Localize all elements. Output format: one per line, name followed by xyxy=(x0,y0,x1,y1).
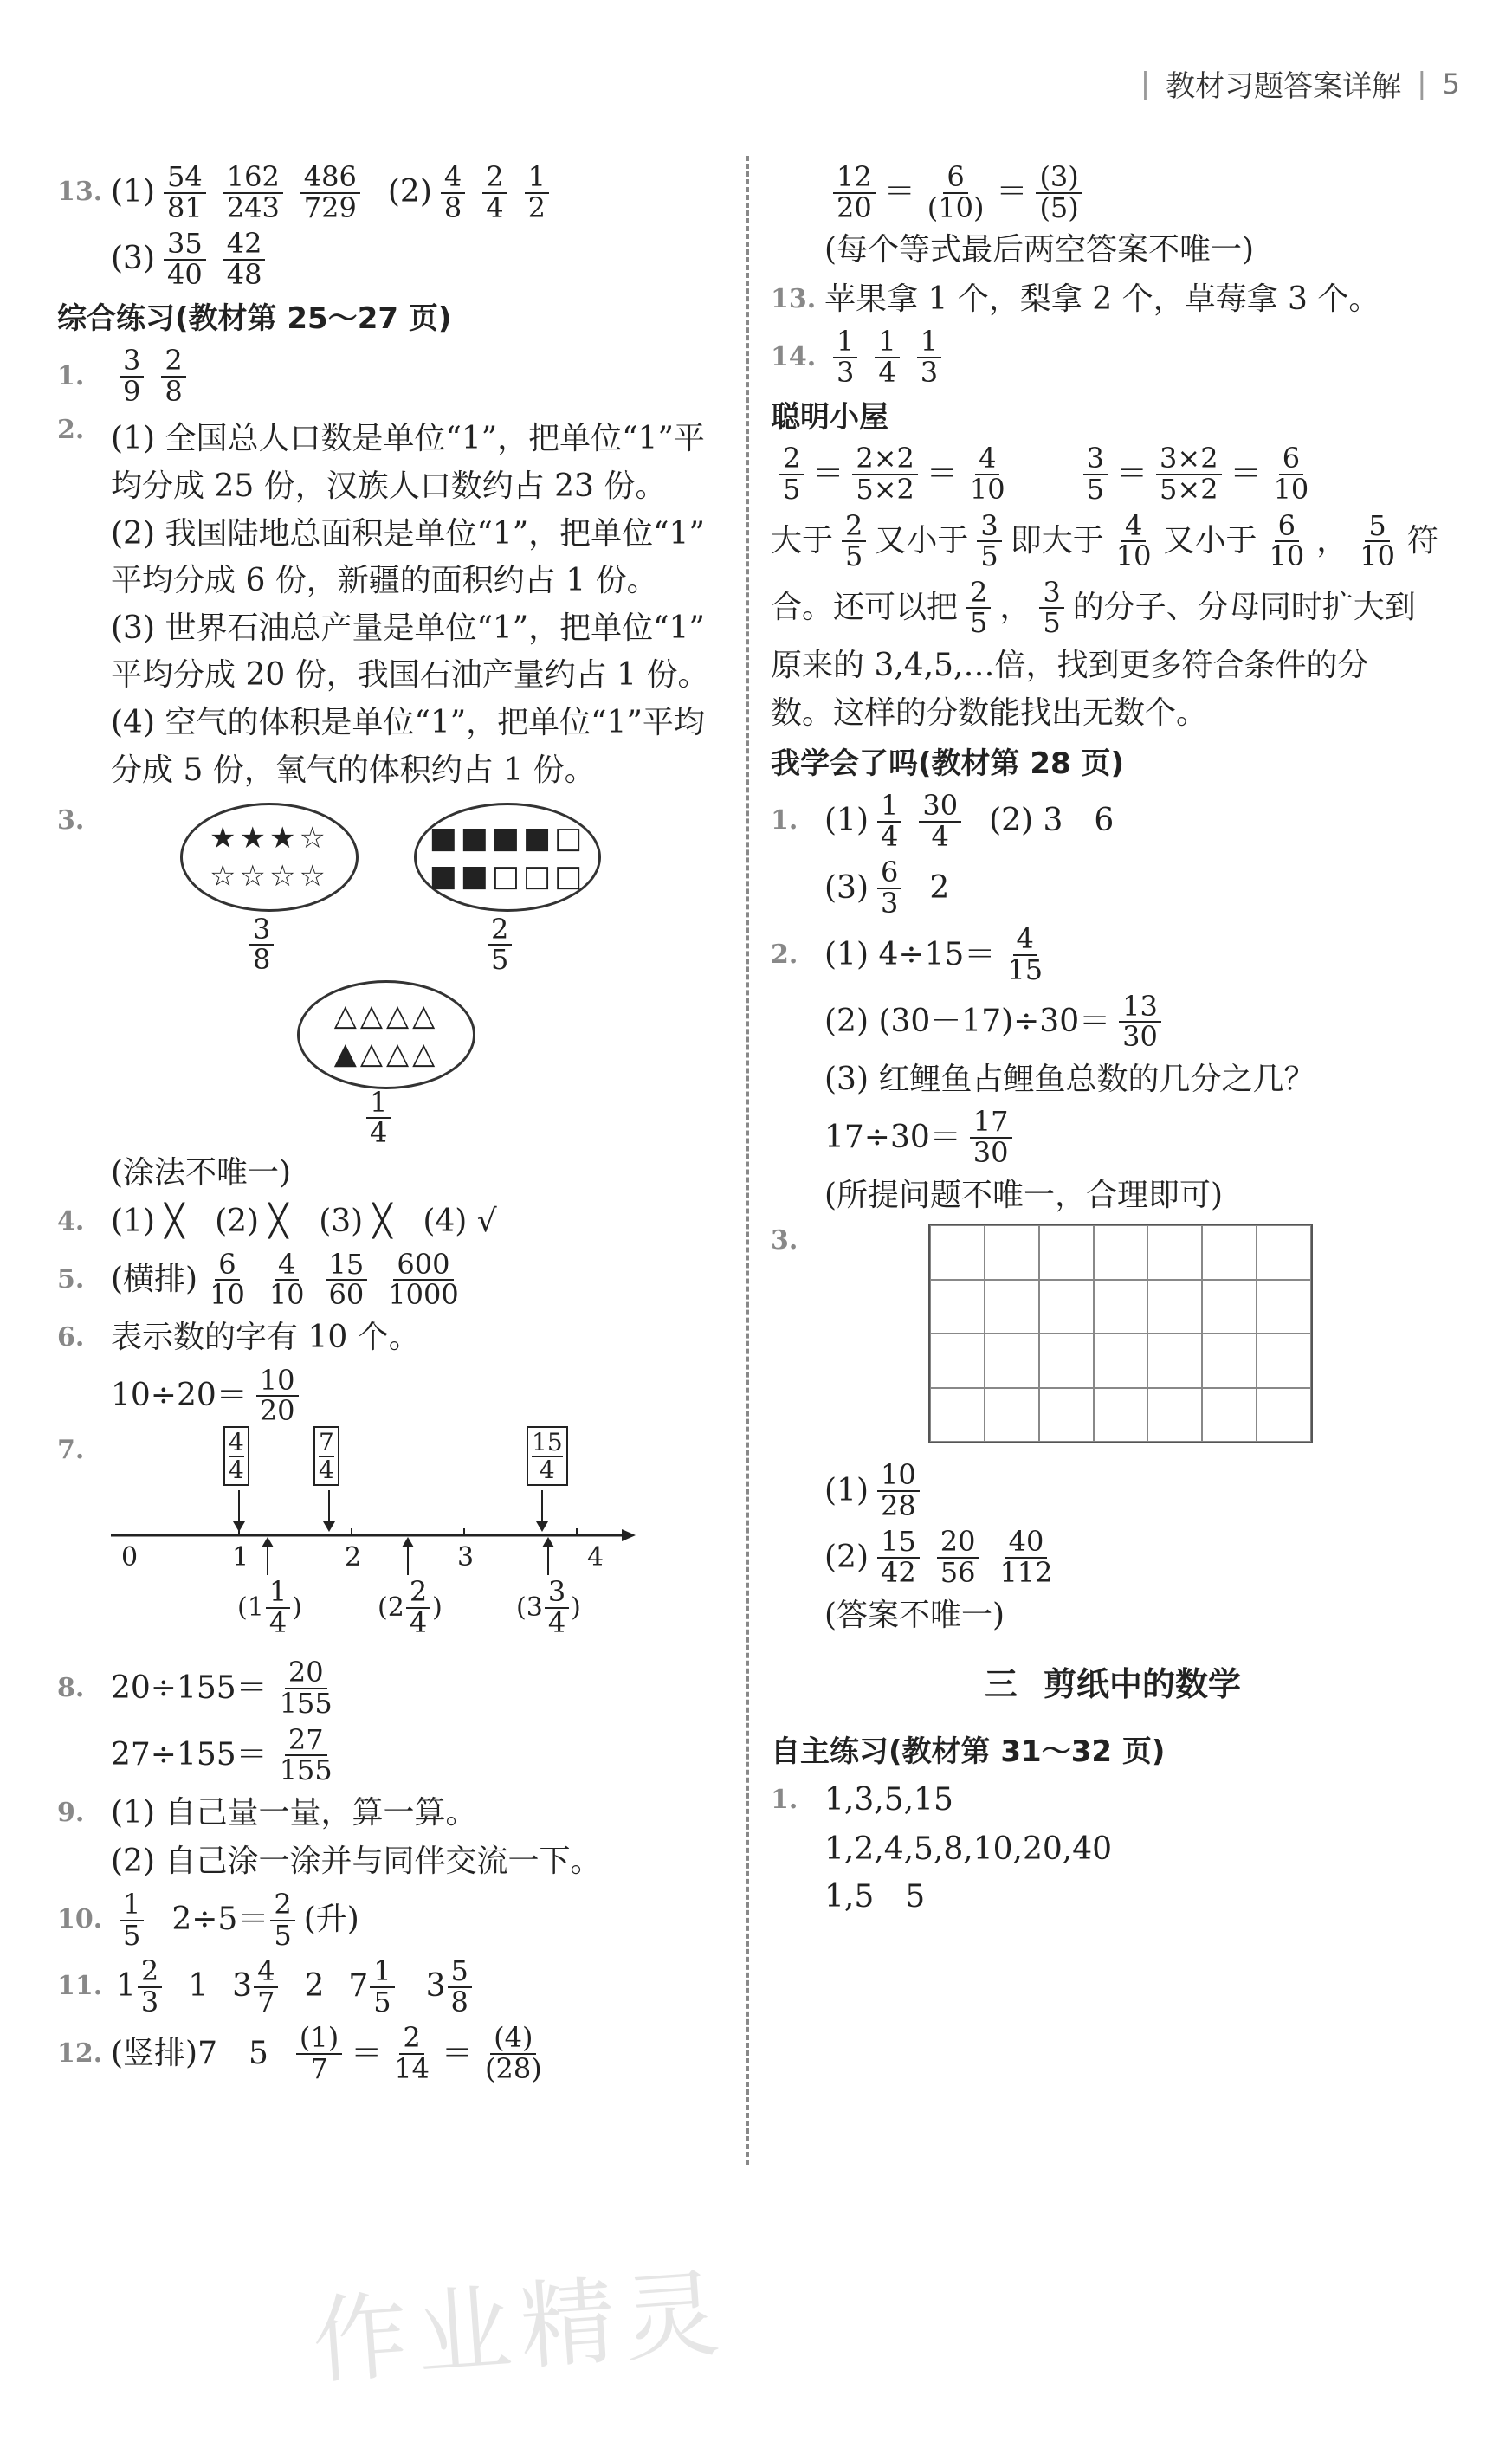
fraction: $\frac{486}{729}$ xyxy=(300,163,360,223)
fraction: $\frac{6}{(10)}$ xyxy=(927,160,985,224)
q3-ovals xyxy=(111,803,724,1150)
q-number: 2. xyxy=(771,939,798,970)
fraction: $\frac{4}{8}$ xyxy=(441,163,465,223)
r3-part2 xyxy=(771,1527,1455,1587)
fraction: $\frac{15}{42}$ xyxy=(877,1527,920,1587)
q-number: 1. xyxy=(771,805,798,836)
q4-answers: (1) ╳ (2) ╳ (3) ╳ (4) √ xyxy=(111,1204,497,1240)
q12-label: (竖排)7 5 xyxy=(111,2035,268,2071)
q9-left-2 xyxy=(57,1841,724,1883)
chapter-name: 剪纸中的数学 xyxy=(1044,1665,1242,1704)
cm-equations: $\frac{2}{5}$ ＝ $\frac{2\times 2}{5\times 2}$ ＝ $\frac{4}{10}$ $\frac{3}{5}$ ＝ $\frac{3\times 2}{5\times 2}$ ＝ $\frac{6}{10}$ xyxy=(771,444,1455,504)
r2-note: (所提问题不唯一，合理即可) xyxy=(824,1177,1224,1213)
q10-left xyxy=(57,1887,724,1952)
page-header xyxy=(1140,62,1460,105)
watermark: 作业精灵 xyxy=(308,2257,732,2398)
mixed-number: 7 $\frac{1}{5}$ xyxy=(348,1957,396,2017)
fraction: $\frac{35}{40}$ xyxy=(164,229,206,289)
fraction: $\frac{162}{243}$ xyxy=(223,163,283,223)
star-oval-caption: $\frac{3}{8}$ xyxy=(249,915,274,975)
z1 xyxy=(771,1779,1455,1822)
r2-eq3-text: 17÷30＝ xyxy=(824,1119,961,1155)
cm-line1 xyxy=(771,508,1455,573)
cm-text: 即大于 xyxy=(1010,522,1104,559)
left-column xyxy=(57,156,724,2090)
section-heading-zonghe: 综合练习(教材第 25～27 页) xyxy=(57,301,452,337)
q-number: 10. xyxy=(57,1904,103,1935)
fraction: $\frac{1}{3}$ xyxy=(917,327,941,387)
q8-eq2: 27÷155＝ xyxy=(111,1736,268,1773)
q13-left-part3 xyxy=(57,229,724,289)
fraction: $\frac{54}{81}$ xyxy=(164,163,206,223)
q-number: 8. xyxy=(57,1672,85,1703)
fraction: $\frac{600}{1000}$ xyxy=(388,1247,459,1312)
q-number: 7. xyxy=(57,1434,85,1465)
header-bar: | xyxy=(1140,66,1151,101)
q13-text: 苹果拿 1 个，梨拿 2 个，草莓拿 3 个。 xyxy=(824,281,1380,317)
cm-line2 xyxy=(771,575,1455,640)
chapter-index: 三 xyxy=(984,1665,1018,1704)
fraction: $\frac{(1)}{7}$ xyxy=(296,2024,342,2083)
mixed-number: 1 $\frac{2}{3}$ xyxy=(116,1957,164,2017)
part-answer: (2) 3 6 xyxy=(989,803,1115,839)
fraction: $\frac{6}{10}$ xyxy=(210,1247,245,1312)
r2-eq2: (2) (30－17)÷30＝ xyxy=(824,1003,1111,1039)
section-heading-congming: 聪明小屋 xyxy=(771,399,888,435)
top-equation: $\frac{12}{20}$ ＝ $\frac{6}{(10)}$ ＝ $\frac{(3)}{(5)}$ xyxy=(771,163,1455,223)
q1-left xyxy=(57,346,724,406)
square-oval: ■■■■□ ■■□□□ xyxy=(414,803,601,912)
square-grid xyxy=(928,1224,1313,1443)
whole-number: 1 xyxy=(188,1968,209,2005)
fraction: $\frac{2}{5}$ xyxy=(270,1890,294,1950)
whole-number: 2 xyxy=(304,1968,325,2005)
part-label: (2) xyxy=(387,174,432,210)
fraction: $\frac{2}{5}$ xyxy=(966,578,991,638)
header-title: 教材习题答案详解 xyxy=(1166,69,1402,104)
q-number: 1. xyxy=(771,1785,798,1816)
cm-text: ， xyxy=(999,590,1031,626)
r3-note: (答案不唯一) xyxy=(824,1597,1005,1633)
fraction: $\frac{4}{10}$ xyxy=(969,442,1005,507)
fraction: $\frac{10}{20}$ xyxy=(256,1366,299,1426)
fraction: $\frac{40}{112}$ xyxy=(999,1525,1053,1589)
r2-part3: (3) 红鲤鱼占鲤鱼总数的几分之几？ xyxy=(824,1061,1315,1097)
q2-line: (2) 我国陆地总面积是单位“1”，把单位“1” xyxy=(111,515,705,552)
fraction: $\frac{2}{4}$ xyxy=(482,163,507,223)
number-line xyxy=(111,1426,717,1651)
q2-line: 平均分成 6 份，新疆的面积约占 1 份。 xyxy=(111,563,658,599)
fraction: $\frac{2}{8}$ xyxy=(161,346,185,406)
box-fraction: 7 4 xyxy=(313,1426,339,1486)
part-answer: 2 xyxy=(929,869,950,906)
r2-eq3 xyxy=(771,1105,1455,1170)
q2-line: (1) 全国总人口数是单位“1”，把单位“1”平 xyxy=(111,421,705,457)
cm-text: ， xyxy=(1316,522,1348,559)
q-number: 12. xyxy=(57,2037,103,2069)
cm-line4: 数。这样的分数能找出无数个。 xyxy=(771,694,1208,731)
q2-text xyxy=(111,413,724,797)
fraction: $\frac{15}{60}$ xyxy=(326,1250,368,1310)
part-label: (1) xyxy=(824,1472,869,1508)
fraction: $\frac{1}{4}$ xyxy=(877,791,901,851)
section-heading-wo: 我学会了吗(教材第 28 页) xyxy=(771,746,1125,782)
fraction: $\frac{1}{3}$ xyxy=(833,327,857,387)
fraction: $\frac{20}{155}$ xyxy=(279,1656,333,1720)
q6-equation: 10÷20＝ xyxy=(111,1377,248,1413)
q-number: 2. xyxy=(57,415,85,446)
star-oval: ★★★☆ ☆☆☆☆ xyxy=(180,803,359,912)
fraction: $\frac{1}{5}$ xyxy=(120,1890,144,1950)
q2-line: 分成 5 份，氧气的体积约占 1 份。 xyxy=(111,752,596,788)
q5-left xyxy=(57,1247,724,1312)
q13-right xyxy=(771,279,1455,321)
q-number: 3. xyxy=(57,805,85,836)
fraction: $\frac{13}{30}$ xyxy=(1119,992,1161,1052)
q-number: 13. xyxy=(771,283,817,314)
q2-line: 平均分成 20 份，我国石油产量约占 1 份。 xyxy=(111,657,709,694)
part-label: (1) xyxy=(824,803,869,839)
part-label: (3) xyxy=(111,241,155,277)
q13-left xyxy=(57,160,724,224)
section-heading-zizhu: 自主练习(教材第 31～32 页) xyxy=(771,1734,1166,1770)
fraction: $\frac{4}{15}$ xyxy=(1007,922,1044,987)
fraction: $\frac{6}{10}$ xyxy=(1273,442,1309,507)
fraction: $\frac{2}{5}$ xyxy=(779,444,804,504)
q10-unit: (升) xyxy=(303,1902,359,1938)
box-fraction: 4 4 xyxy=(223,1426,249,1486)
q9-line2: (2) 自己涂一涂并与同伴交流一下。 xyxy=(111,1844,602,1880)
tick-label: 3 xyxy=(457,1542,475,1573)
triangle-oval: △△△△ ▲△△△ xyxy=(297,980,475,1089)
fraction: $\frac{3}{5}$ xyxy=(977,512,1001,572)
q5-label: (横排) xyxy=(111,1262,198,1298)
fraction: $\frac{42}{48}$ xyxy=(223,229,266,289)
r2-eq1: (1) 4÷15＝ xyxy=(824,936,996,972)
mixed-number: ( 1 $\frac{1}{4}$ ) xyxy=(237,1575,302,1639)
fraction: $\frac{4}{10}$ xyxy=(1115,508,1152,573)
box-fraction: 15 4 xyxy=(527,1426,568,1486)
q-number: 11. xyxy=(57,1971,103,2002)
triangle-oval-caption: $\frac{1}{4}$ xyxy=(366,1088,391,1148)
q9-left xyxy=(57,1792,724,1835)
mixed-number: 3 $\frac{4}{7}$ xyxy=(232,1957,280,2017)
right-column xyxy=(771,156,1455,1923)
q2-line: (4) 空气的体积是单位“1”，把单位“1”平均 xyxy=(111,705,705,741)
q4-left xyxy=(57,1201,724,1243)
tick-label: 1 xyxy=(232,1542,249,1573)
mixed-number: ( 3 $\frac{3}{4}$ ) xyxy=(516,1575,581,1639)
r1 xyxy=(771,791,1455,851)
q-number: 14. xyxy=(771,341,817,372)
fraction: $\frac{6}{10}$ xyxy=(1269,508,1305,573)
q6-eq xyxy=(57,1363,724,1428)
q-number: 4. xyxy=(57,1206,85,1237)
r3-part1 xyxy=(771,1458,1455,1522)
q8-left xyxy=(57,1658,724,1718)
fraction: $\frac{3\times 2}{5\times 2}$ xyxy=(1156,444,1222,504)
part-label: (1) xyxy=(111,174,155,210)
fraction: $\frac{3}{5}$ xyxy=(1039,578,1063,638)
q2-line: 均分成 25 份，汉族人口数约占 23 份。 xyxy=(111,468,667,505)
q6-text: 表示数的字有 10 个。 xyxy=(111,1320,420,1356)
cm-line3: 原来的 3,4,5,…倍，找到更多符合条件的分 xyxy=(771,648,1369,684)
cm-text: 的分子、分母同时扩大到 xyxy=(1072,590,1416,626)
tick-label: 2 xyxy=(345,1542,362,1573)
q10-eq: 2÷5＝ xyxy=(171,1902,269,1938)
cm-text: 又小于 xyxy=(875,522,969,559)
z1-line3: 1,5 5 xyxy=(824,1878,926,1915)
part-label: (3) xyxy=(824,869,869,906)
header-bar-2: | xyxy=(1417,66,1427,101)
r2 xyxy=(771,922,1455,987)
z1-line2: 1,2,4,5,8,10,20,40 xyxy=(824,1831,1113,1867)
fraction: $\frac{3}{5}$ xyxy=(1083,444,1108,504)
fraction: $\frac{(3)}{(5)}$ xyxy=(1036,163,1082,223)
fraction: $\frac{1}{2}$ xyxy=(525,163,549,223)
q11-left xyxy=(57,1954,724,2018)
fraction: $\frac{1}{4}$ xyxy=(875,327,899,387)
top-equation-note: (每个等式最后两空答案不唯一) xyxy=(824,232,1255,268)
q8-eq1: 20÷155＝ xyxy=(111,1669,268,1706)
mixed-number: ( 2 $\frac{2}{4}$ ) xyxy=(378,1575,443,1639)
tick-label: 4 xyxy=(587,1542,604,1573)
fraction: $\frac{2}{14}$ xyxy=(394,2021,430,2085)
chapter-title xyxy=(771,1663,1455,1707)
q8-left-2 xyxy=(57,1722,724,1787)
fraction: $\frac{4}{10}$ xyxy=(268,1247,305,1312)
fraction: $\frac{12}{20}$ xyxy=(833,163,876,223)
cm-text: 又小于 xyxy=(1163,522,1257,559)
q12-left: 12. (竖排)7 5 $\frac{(1)}{7}$ ＝ $\frac{2}{14}$ ＝ $\frac{(4)}{(28)}$ xyxy=(57,2024,724,2083)
q-number: 6. xyxy=(57,1322,85,1353)
fraction: $\frac{30}{4}$ xyxy=(919,791,961,851)
q9-line1: (1) 自己量一量，算一算。 xyxy=(111,1794,477,1831)
r3 xyxy=(771,1224,1455,1443)
fraction: $\frac{6}{3}$ xyxy=(877,858,901,918)
fraction: $\frac{17}{30}$ xyxy=(970,1108,1012,1167)
q6-left xyxy=(57,1317,724,1359)
q-number: 9. xyxy=(57,1797,85,1828)
square-oval-caption: $\frac{2}{5}$ xyxy=(488,915,512,975)
cm-text: 合。还可以把 xyxy=(771,590,959,626)
cm-text: 符 xyxy=(1406,522,1438,559)
r1-part3 xyxy=(771,858,1455,918)
cm-text: 大于 xyxy=(771,522,834,559)
fraction: $\frac{27}{155}$ xyxy=(279,1722,333,1787)
fraction: $\frac{2\times 2}{5\times 2}$ xyxy=(852,444,918,504)
fraction: $\frac{(4)}{(28)}$ xyxy=(484,2021,542,2085)
fraction: $\frac{20}{56}$ xyxy=(937,1527,979,1587)
part-label: (2) xyxy=(824,1539,869,1575)
fraction: $\frac{10}{28}$ xyxy=(877,1461,920,1521)
page-number: 5 xyxy=(1442,67,1460,100)
fraction: $\frac{2}{5}$ xyxy=(842,512,866,572)
fraction: $\frac{3}{9}$ xyxy=(120,346,144,406)
mixed-number: 3 $\frac{5}{8}$ xyxy=(426,1957,474,2017)
q-number: 13. xyxy=(57,177,103,208)
fraction: $\frac{5}{10}$ xyxy=(1360,508,1395,573)
q2-line: (3) 世界石油总产量是单位“1”，把单位“1” xyxy=(111,610,705,646)
q-number: 3. xyxy=(771,1225,798,1256)
q3-note: (涂法不唯一) xyxy=(111,1154,292,1191)
q-number: 5. xyxy=(57,1264,85,1295)
q-number: 1. xyxy=(57,360,85,391)
tick-label: 0 xyxy=(121,1542,139,1573)
q14-right xyxy=(771,327,1455,387)
r2-part2 xyxy=(771,989,1455,1054)
column-divider xyxy=(746,156,749,2165)
z1-line1: 1,3,5,15 xyxy=(824,1782,953,1818)
q2-left xyxy=(57,413,724,797)
